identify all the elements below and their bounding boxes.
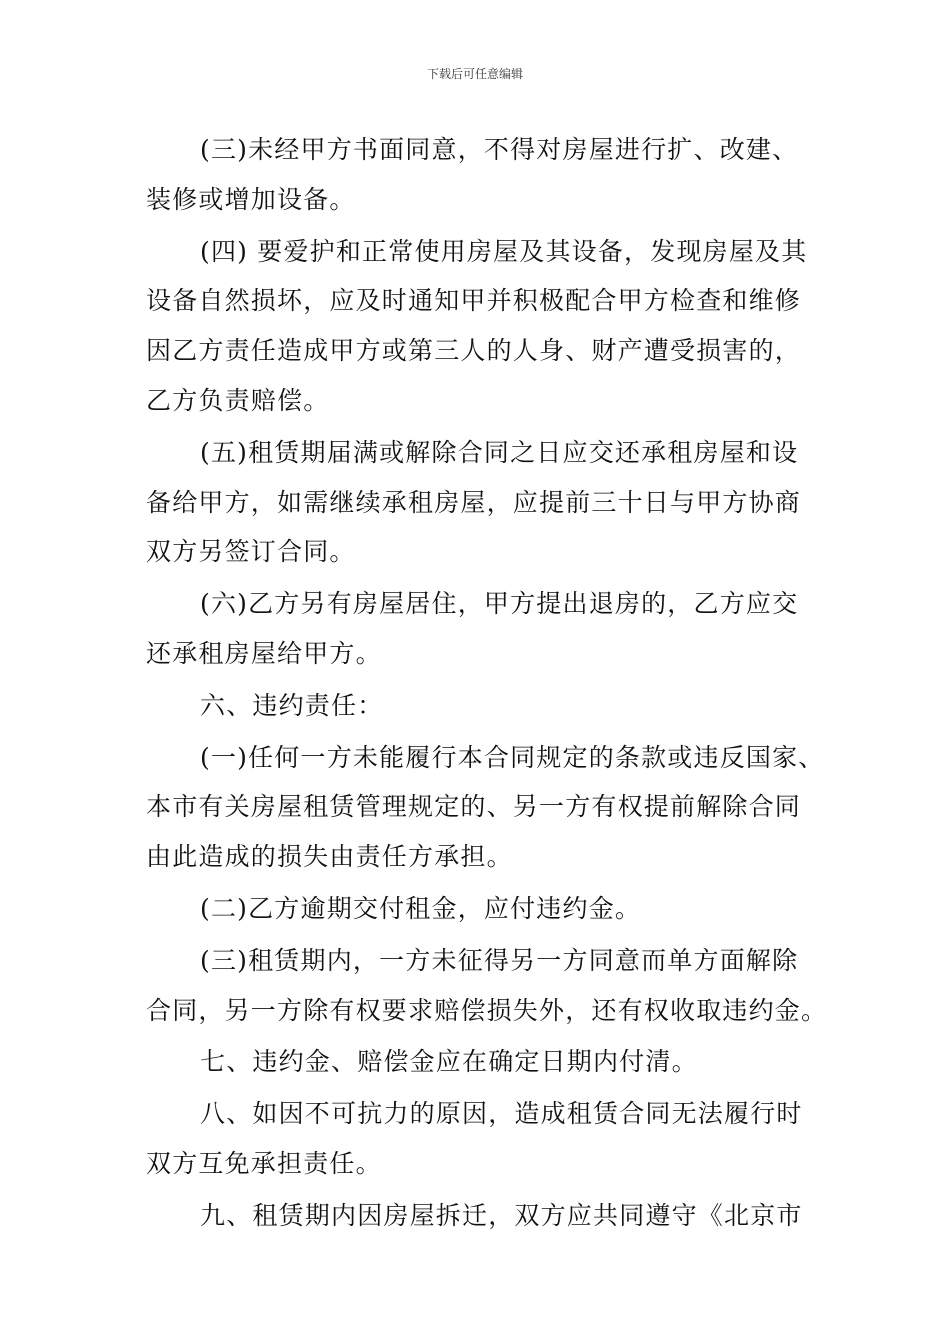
section-8-force-majeure	[146, 1089, 816, 1189]
text-line: (一)任何一方未能履行本合同规定的条款或违反国家、	[200, 742, 825, 772]
text-line: 本市有关房屋租赁管理规定的、另一方有权提前解除合同	[146, 792, 802, 822]
text-line: 设备自然损坏，应及时通知甲并积极配合甲方检查和维修	[146, 286, 802, 316]
text-line: 备给甲方，如需继续承租房屋，应提前三十日与甲方协商	[146, 487, 802, 517]
text-line: 双方互免承担责任。	[146, 1148, 382, 1178]
text-line: 装修或增加设备。	[146, 184, 356, 214]
text-line: 六、违约责任：	[200, 690, 384, 720]
text-line: 由此造成的损失由责任方承担。	[146, 842, 513, 872]
document-body	[146, 125, 828, 1243]
paragraph-liability-1	[146, 733, 825, 882]
text-line: 八、如因不可抗力的原因，造成租赁合同无法履行时	[200, 1099, 803, 1129]
page-header: 下载后可任意编辑	[426, 67, 523, 81]
paragraph-clause-6-other-housing	[146, 579, 816, 679]
text-line: (六)乙方另有房屋居住，甲方提出退房的，乙方应交	[200, 589, 799, 619]
text-line: 乙方负责赔偿。	[146, 385, 330, 415]
section-heading-liability	[146, 681, 816, 731]
text-line: (二)乙方逾期交付租金，应付违约金。	[200, 893, 642, 923]
paragraph-clause-4-maintenance	[146, 227, 816, 426]
text-line: (三)租赁期内，一方未征得另一方同意而单方面解除	[200, 945, 799, 975]
text-line: (五)租赁期届满或解除合同之日应交还承租房屋和设	[200, 437, 799, 467]
paragraph-liability-2	[146, 884, 816, 934]
text-line: 双方另签订合同。	[146, 537, 356, 567]
section-7-payment	[146, 1037, 816, 1087]
text-line: (四) 要爱护和正常使用房屋及其设备，发现房屋及其	[200, 236, 808, 266]
paragraph-clause-3-alterations	[146, 125, 816, 225]
text-line: 还承租房屋给甲方。	[146, 638, 382, 668]
paragraph-liability-3	[146, 936, 828, 1036]
text-line: (三)未经甲方书面同意，不得对房屋进行扩、改建、	[200, 135, 799, 164]
text-line: 合同，另一方除有权要求赔偿损失外，还有权收取违约金。	[146, 995, 828, 1025]
text-line: 因乙方责任造成甲方或第三人的人身、财产遭受损害的，	[146, 336, 802, 366]
paragraph-clause-5-return	[146, 428, 816, 577]
text-line: 七、违约金、赔偿金应在确定日期内付清。	[200, 1047, 698, 1077]
text-line: 九、租赁期内因房屋拆迁，双方应共同遵守《北京市	[200, 1200, 803, 1230]
section-9-demolition	[146, 1191, 816, 1241]
